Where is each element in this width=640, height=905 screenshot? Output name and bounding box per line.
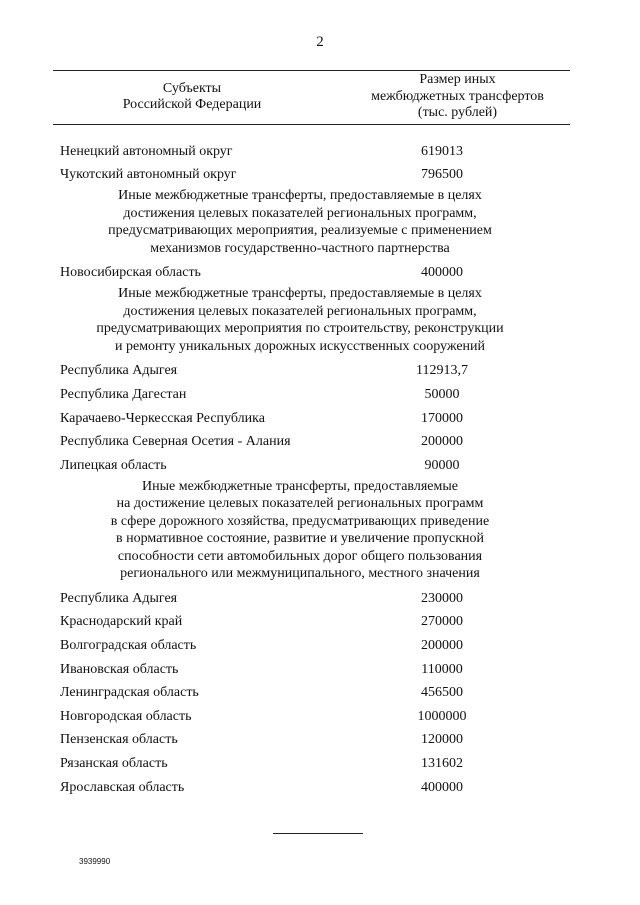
page-number: 2 xyxy=(316,34,324,50)
table-row xyxy=(60,611,570,635)
table-row xyxy=(60,140,570,164)
transfer-amount: 131602 xyxy=(421,756,463,772)
header-amount-label: Размер иных межбюджетных трансфертов (тыс. рублей) xyxy=(371,72,544,120)
transfer-amount: 796500 xyxy=(421,167,463,183)
region-name: Ивановская область xyxy=(60,661,179,677)
table-row xyxy=(60,658,570,682)
section-heading-line: достижения целевых показателей региональных программ, xyxy=(123,303,477,319)
region-name: Ненецкий автономный округ xyxy=(60,143,233,159)
transfer-amount: 112913,7 xyxy=(416,363,468,379)
table-row xyxy=(60,729,570,753)
table-row xyxy=(60,164,570,188)
header-region-column xyxy=(53,81,331,113)
region-name: Новосибирская область xyxy=(60,265,201,281)
transfer-amount: 50000 xyxy=(424,386,460,402)
section-heading-line: в нормативное состояние, развитие и увеличение пропускной xyxy=(115,531,484,547)
transfer-amount: 230000 xyxy=(421,590,463,606)
region-name: Липецкая область xyxy=(60,457,167,473)
transfer-amount: 270000 xyxy=(421,614,463,630)
transfer-amount: 110000 xyxy=(421,661,463,677)
header-amount-column xyxy=(345,72,570,122)
header-region-label: Субъекты Российской Федерации xyxy=(122,81,262,112)
region-name: Ленинградская область xyxy=(60,685,199,701)
end-separator-line xyxy=(273,833,363,834)
table-row xyxy=(60,430,570,454)
region-name: Новгородская область xyxy=(60,708,192,724)
table-row xyxy=(60,262,570,286)
region-name: Республика Северная Осетия - Алания xyxy=(60,434,291,450)
transfer-amount: 90000 xyxy=(424,457,460,473)
section-heading-line: на достижение целевых показателей региональных программ xyxy=(116,496,484,512)
section-heading-line: достижения целевых показателей региональных программ, xyxy=(123,205,477,221)
table-row xyxy=(60,383,570,407)
table-header-top-rule xyxy=(53,70,570,71)
transfer-amount: 200000 xyxy=(421,434,463,450)
section-heading-line: регионального или межмуниципального, местного значения xyxy=(120,566,480,582)
section-heading-line: Иные межбюджетные трансферты, предоставляемые в целях xyxy=(118,188,482,204)
section-heading-line: в сфере дорожного хозяйства, предусматривающих приведение xyxy=(110,513,490,529)
region-name: Чукотский автономный округ xyxy=(60,167,237,183)
region-name: Волгоградская область xyxy=(60,638,197,654)
table-row xyxy=(60,587,570,611)
table-row xyxy=(60,752,570,776)
table-row xyxy=(60,360,570,384)
table-row xyxy=(60,407,570,431)
table-row xyxy=(60,705,570,729)
table-row xyxy=(60,681,570,705)
table-header-bottom-rule xyxy=(53,124,570,125)
table-row xyxy=(60,634,570,658)
section-heading xyxy=(60,285,570,355)
document-code: 3939990 xyxy=(79,857,111,866)
section-heading-line: и ремонту уникальных дорожных искусственных сооружений xyxy=(114,338,486,354)
transfer-amount: 1000000 xyxy=(417,708,467,724)
region-name: Республика Адыгея xyxy=(60,363,178,379)
section-heading-line: способности сети автомобильных дорог общего пользования xyxy=(117,548,483,564)
table-row xyxy=(60,776,570,800)
transfer-amount: 400000 xyxy=(421,779,463,795)
section-heading-line: Иные межбюджетные трансферты, предоставляемые в целях xyxy=(118,286,482,302)
section-heading-line: предусматривающих мероприятия по строительству, реконструкции xyxy=(96,321,504,337)
transfer-amount: 170000 xyxy=(421,410,463,426)
region-name: Ярославская область xyxy=(60,779,185,795)
transfers-table-body xyxy=(60,140,570,799)
section-heading-line: Иные межбюджетные трансферты, предоставляемые xyxy=(142,478,458,494)
transfer-amount: 200000 xyxy=(421,638,463,654)
section-heading-line: механизмов государственно-частного партнерства xyxy=(150,240,450,256)
transfer-amount: 619013 xyxy=(421,143,463,159)
table-row xyxy=(60,454,570,478)
region-name: Пензенская область xyxy=(60,732,178,748)
region-name: Карачаево-Черкесская Республика xyxy=(60,410,265,426)
transfer-amount: 400000 xyxy=(421,265,463,281)
transfer-amount: 120000 xyxy=(421,732,463,748)
region-name: Республика Адыгея xyxy=(60,590,178,606)
region-name: Республика Дагестан xyxy=(60,386,187,402)
section-heading xyxy=(60,187,570,257)
section-heading-line: предусматривающих мероприятия, реализуемые с применением xyxy=(108,223,492,239)
section-heading xyxy=(60,478,570,584)
region-name: Краснодарский край xyxy=(60,614,183,630)
region-name: Рязанская область xyxy=(60,756,168,772)
transfer-amount: 456500 xyxy=(421,685,463,701)
